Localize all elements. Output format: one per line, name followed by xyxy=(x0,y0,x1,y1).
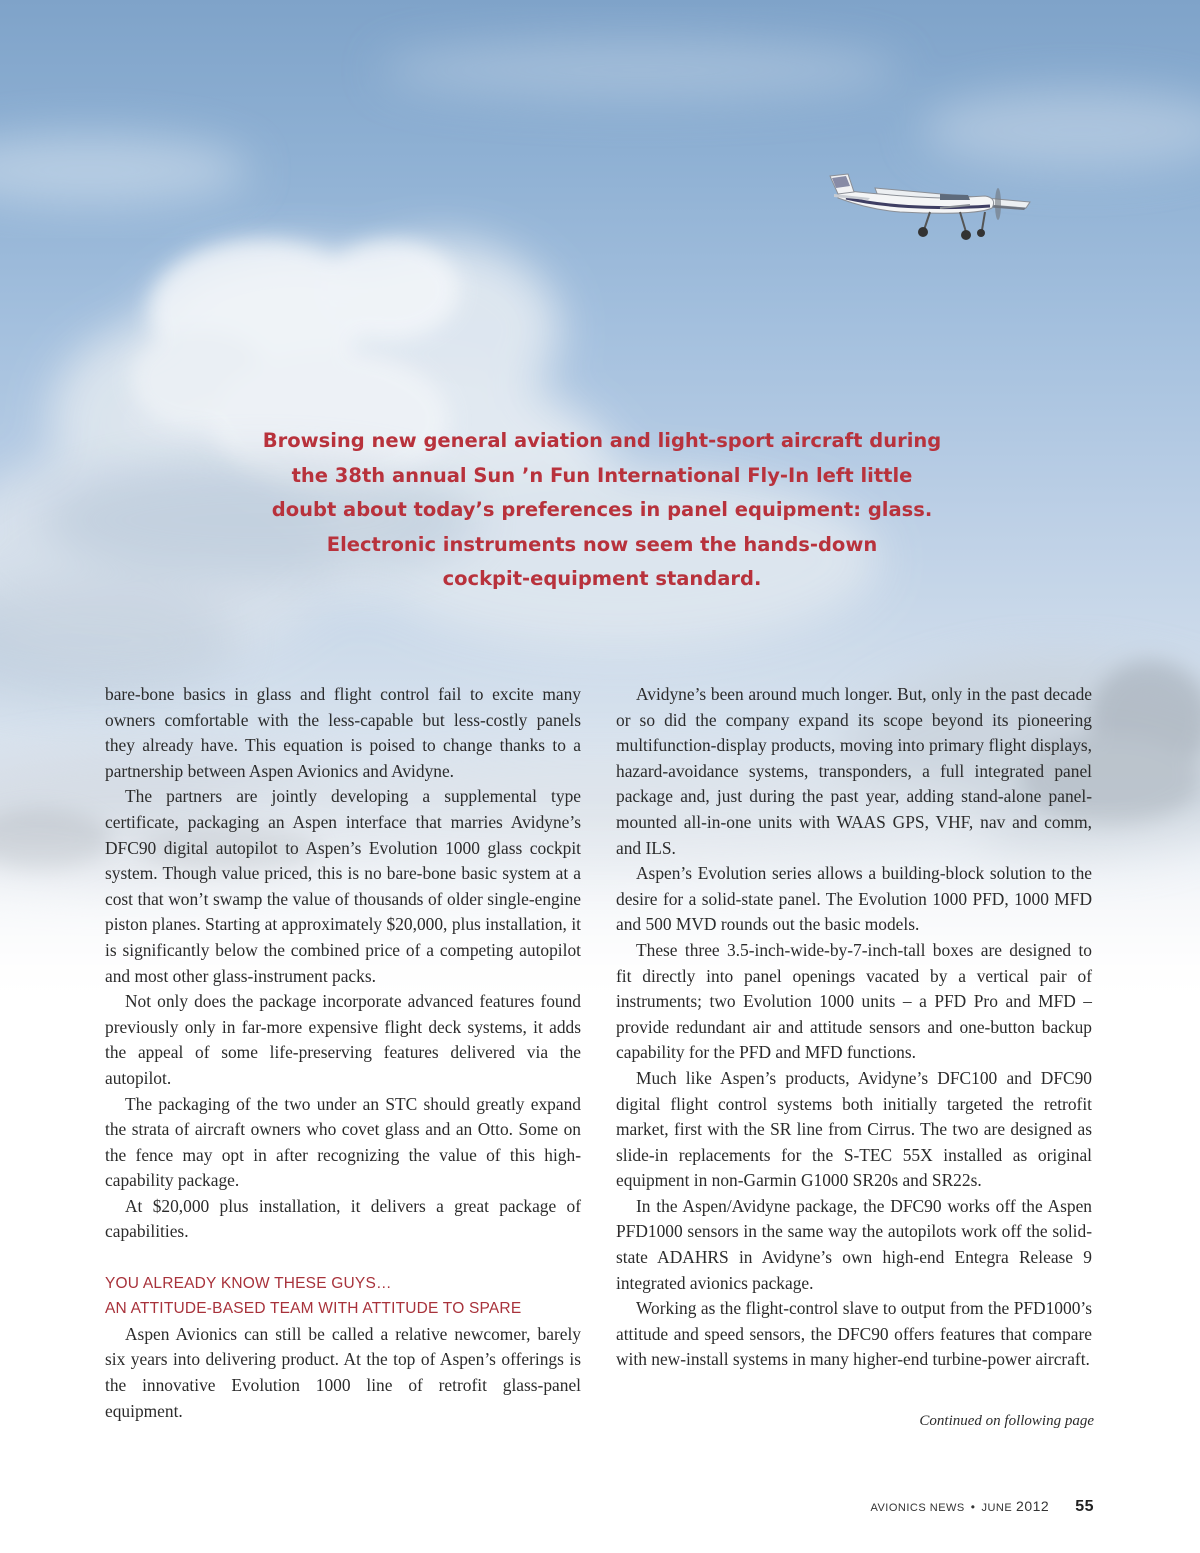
article-paragraph: Avidyne’s been around much longer. But, only in the past decade or so did the company expand its scope beyond its pioneering multifunction-display products, moving into primary flight displays, hazard-avoidance systems, transponders, a full integrated panel package and, just during the past year, adding stand-alone panel-mounted all-in-one units with WAAS GPS, VHF, nav and comm, and ILS. xyxy=(616,684,1092,858)
section-subhead xyxy=(105,1271,581,1322)
subhead-line: YOU ALREADY KNOW THESE GUYS… xyxy=(105,1274,392,1292)
issue-month: JUNE xyxy=(981,1502,1013,1514)
pull-quote-line: Browsing new general aviation and light-sport aircraft during xyxy=(262,429,942,452)
pull-quote-line: cockpit-equipment standard. xyxy=(442,567,762,590)
subhead-line: AN ATTITUDE-BASED TEAM WITH ATTITUDE TO SPARE xyxy=(105,1300,522,1318)
pull-quote-line: Electronic instruments now seem the hands-down xyxy=(326,532,878,556)
airplane-icon xyxy=(830,174,1030,240)
footer-bullet: • xyxy=(970,1500,976,1514)
article-paragraph: Working as the flight-control slave to output from the PFD1000’s attitude and speed sensors, the DFC90 offers features that compare with new-install systems in many higher-end turbine-power aircraft. xyxy=(616,1298,1092,1370)
article-paragraph: In the Aspen/Avidyne package, the DFC90 works off the Aspen PFD1000 sensors in the same way the autopilots work off the solid-state ADAHRS in Avidyne’s own high-end Entegra Release 9 integrated avionics package. xyxy=(616,1195,1092,1293)
pull-quote-line: doubt about today’s preferences in panel equipment: glass. xyxy=(271,498,933,521)
pull-quote-line: the 38th annual Sun ’n Fun International Fly-In left little xyxy=(291,463,913,487)
right-column xyxy=(616,682,1092,1373)
article-paragraph: At $20,000 plus installation, it delivers a great package of capabilities. xyxy=(105,1195,581,1242)
continued-note: Continued on following page xyxy=(919,1413,1094,1429)
issue-year: 2012 xyxy=(1016,1498,1050,1514)
article-paragraph: Aspen’s Evolution series allows a building-block solution to the desire for a solid-state panel. The Evolution 1000 PFD, 1000 MFD and 500 MVD rounds out the basic models. xyxy=(616,863,1092,935)
page-footer xyxy=(700,1498,1094,1516)
pull-quote xyxy=(250,424,954,597)
article-paragraph: The partners are jointly developing a supplemental type certificate, packaging an Aspen interface that marries Avidyne’s DFC90 digital autopilot to Aspen’s Evolution 1000 glass cockpit system. Though value priced, this is no bare-bone basic system at a cost that won’t swamp the value of thousands of older single-engine piston planes. Starting at approximately $20,000, plus installation, it is significantly below the combined price of a competing autopilot and most other glass-instrument packs. xyxy=(105,786,581,986)
article-paragraph: Much like Aspen’s products, Avidyne’s DFC100 and DFC90 digital flight control systems both initially targeted the retrofit market, first with the SR line from Cirrus. The two are designed as slide-in replacements for the S-TEC 55X installed as original equipment in non-Garmin G1000 SR20s and SR22s. xyxy=(616,1067,1092,1191)
left-column xyxy=(105,682,581,1424)
article-paragraph: bare-bone basics in glass and flight control fail to excite many owners comfortable with the less-capable but less-costly panels they already have. This equation is poised to change thanks to a partnership between Aspen Avionics and Avidyne. xyxy=(105,684,581,781)
article-paragraph: Not only does the package incorporate advanced features found previously only in far-more expensive flight deck systems, it adds the appeal of some life-preserving features delivered via the autopilot. xyxy=(105,991,581,1088)
article-paragraph: These three 3.5-inch-wide-by-7-inch-tall boxes are designed to fit directly into panel openings vacated by a vertical pair of instruments; two Evolution 1000 units – a PFD Pro and MFD – provide redundant air and attitude sensors and one-button backup capability for the PFD and MFD functions. xyxy=(616,939,1092,1063)
article-paragraph: Aspen Avionics can still be called a relative newcomer, barely six years into delivering product. At the top of Aspen’s offerings is the innovative Evolution 1000 line of retrofit glass-panel equipment. xyxy=(105,1323,581,1421)
publication-name: AVIONICS NEWS xyxy=(870,1502,965,1514)
page-number: 55 xyxy=(1075,1498,1094,1515)
article-paragraph: The packaging of the two under an STC should greatly expand the strata of aircraft owners who covet glass and an Otto. Some on the fence may opt in after recognizing the value of this high-capability package. xyxy=(105,1093,581,1191)
